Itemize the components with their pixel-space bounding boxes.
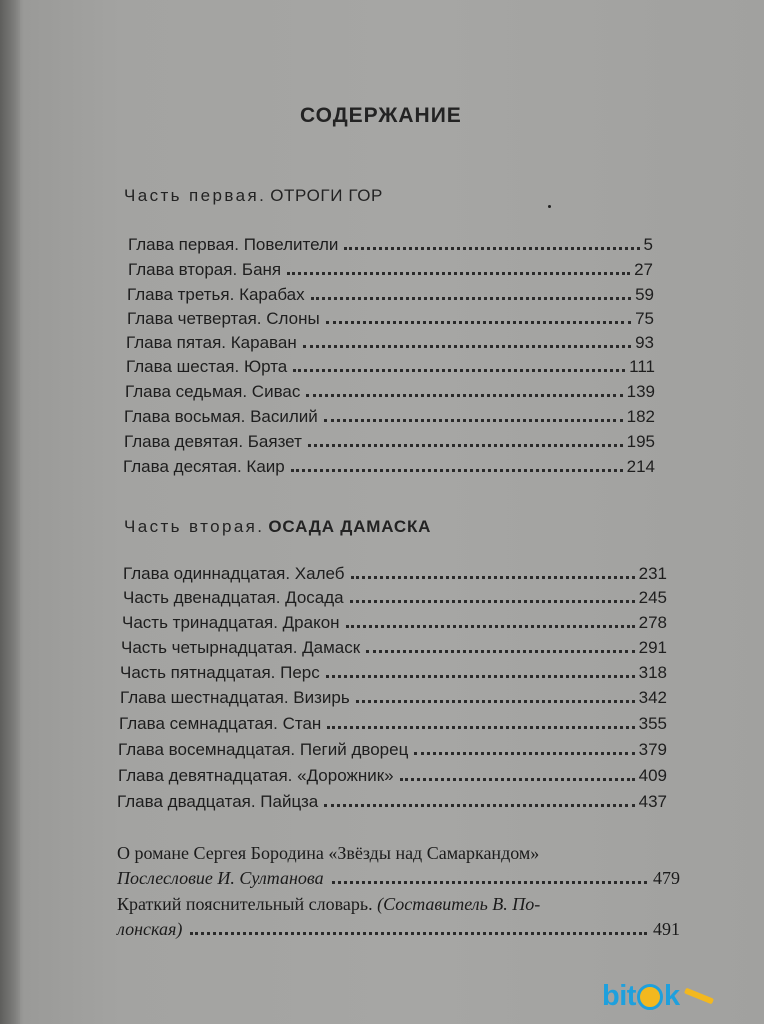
toc-entry[interactable] bbox=[127, 307, 654, 329]
toc-entry-label: Глава первая. Повелители bbox=[128, 235, 339, 254]
afterword-entry[interactable] bbox=[117, 868, 680, 889]
toc-entry-label: Глава вторая. Баня bbox=[128, 260, 282, 279]
toc-entry[interactable] bbox=[126, 355, 655, 377]
toc-entry-label: Глава седьмая. Сивас bbox=[125, 382, 301, 401]
part-two-name: ОСАДА ДАМАСКА bbox=[268, 517, 432, 536]
leader-dots bbox=[291, 469, 623, 472]
toc-entry-page: 278 bbox=[638, 613, 667, 632]
toc-entry-page: 182 bbox=[626, 407, 655, 426]
bitok-watermark-logo bbox=[602, 976, 762, 1016]
part-two-label: Часть вторая. bbox=[124, 517, 265, 536]
leader-dots bbox=[351, 576, 635, 579]
leader-dots bbox=[326, 321, 631, 324]
leader-dots bbox=[311, 297, 631, 300]
toc-entry-page: 27 bbox=[634, 260, 653, 279]
leader-dots bbox=[324, 419, 623, 422]
toc-entry-label: Глава пятая. Караван bbox=[126, 333, 297, 352]
part-one-label: Часть первая. bbox=[124, 186, 267, 205]
toc-entry[interactable] bbox=[123, 586, 667, 608]
leader-dots bbox=[350, 600, 635, 603]
toc-entry-label: Часть четырнадцатая. Дамаск bbox=[121, 638, 361, 657]
toc-entry[interactable] bbox=[127, 283, 654, 305]
toc-entry-page: 437 bbox=[638, 792, 667, 811]
toc-entry[interactable] bbox=[118, 764, 667, 786]
toc-entry[interactable] bbox=[120, 661, 667, 683]
toc-entry-page: 5 bbox=[643, 235, 653, 254]
toc-entry-page: 291 bbox=[638, 638, 667, 657]
toc-entry-label: Часть двенадцатая. Досада bbox=[123, 588, 344, 607]
leader-dots bbox=[326, 675, 635, 678]
leader-dots bbox=[293, 369, 625, 372]
leader-dots bbox=[344, 247, 639, 250]
toc-entry-label: Глава девятая. Баязет bbox=[124, 432, 302, 451]
toc-entry-page: 139 bbox=[626, 382, 655, 401]
print-speck bbox=[548, 205, 551, 208]
afterword-author: Послесловие И. Султанова bbox=[117, 868, 324, 888]
toc-entry[interactable] bbox=[128, 233, 653, 255]
glossary-entry[interactable] bbox=[117, 919, 680, 940]
toc-entry-label: Глава шестнадцатая. Визирь bbox=[120, 688, 350, 707]
glossary-compiler: (Составитель В. По- bbox=[377, 894, 541, 914]
toc-entry-label: Глава семнадцатая. Стан bbox=[119, 714, 322, 733]
toc-entry-label: Глава девятнадцатая. «Дорожник» bbox=[118, 766, 394, 785]
toc-entry-page: 245 bbox=[638, 588, 667, 607]
toc-entry-label: Часть пятнадцатая. Перс bbox=[120, 663, 320, 682]
leader-dots bbox=[287, 272, 630, 275]
coin-icon bbox=[637, 984, 663, 1010]
toc-entry[interactable] bbox=[126, 331, 654, 353]
toc-entry-page: 342 bbox=[638, 688, 667, 707]
toc-entry[interactable] bbox=[123, 455, 655, 477]
toc-entry[interactable] bbox=[123, 562, 667, 584]
afterword-page: 479 bbox=[653, 868, 680, 888]
toc-entry-page: 355 bbox=[638, 714, 667, 733]
book-gutter bbox=[0, 0, 20, 1024]
logo-text-end: k bbox=[663, 979, 680, 1012]
leader-dots bbox=[306, 394, 622, 397]
leader-dots bbox=[308, 444, 623, 447]
toc-entry[interactable] bbox=[128, 258, 653, 280]
leader-dots bbox=[324, 804, 634, 807]
glossary-title bbox=[117, 894, 540, 915]
toc-entry[interactable] bbox=[122, 611, 667, 633]
toc-entry-label: Часть тринадцатая. Дракон bbox=[122, 613, 340, 632]
toc-entry[interactable] bbox=[124, 430, 655, 452]
glossary-page: 491 bbox=[653, 919, 680, 939]
leader-dots bbox=[332, 881, 647, 884]
leader-dots bbox=[356, 700, 635, 703]
toc-entry-page: 59 bbox=[635, 285, 654, 304]
logo-text-start: bit bbox=[602, 979, 636, 1012]
toc-entry-label: Глава одиннадцатая. Халеб bbox=[123, 564, 345, 583]
toc-entry-label: Глава третья. Карабах bbox=[127, 285, 305, 304]
leader-dots bbox=[327, 726, 634, 729]
hammer-icon bbox=[684, 988, 714, 1005]
toc-entry-page: 409 bbox=[638, 766, 667, 785]
toc-entry-label: Глава четвертая. Слоны bbox=[127, 309, 320, 328]
part-two-heading bbox=[124, 517, 431, 537]
toc-entry-page: 379 bbox=[638, 740, 667, 759]
toc-entry-label: Глава шестая. Юрта bbox=[126, 357, 288, 376]
leader-dots bbox=[366, 650, 634, 653]
toc-entry-label: Глава двадцатая. Пайцза bbox=[117, 792, 319, 811]
toc-entry[interactable] bbox=[124, 405, 655, 427]
glossary-compiler-cont: лонская) bbox=[117, 919, 183, 939]
part-one-heading bbox=[124, 186, 383, 206]
contents-title: СОДЕРЖАНИЕ bbox=[300, 104, 462, 127]
toc-entry-label: Глава восемнадцатая. Пегий дворец bbox=[118, 740, 409, 759]
toc-entry-page: 318 bbox=[638, 663, 667, 682]
toc-entry-page: 111 bbox=[629, 357, 655, 376]
toc-entry[interactable] bbox=[119, 712, 667, 734]
toc-entry[interactable] bbox=[117, 790, 667, 812]
toc-entry-page: 195 bbox=[626, 432, 655, 451]
toc-entry[interactable] bbox=[121, 636, 667, 658]
toc-entry-label: Глава десятая. Каир bbox=[123, 457, 285, 476]
leader-dots bbox=[303, 345, 631, 348]
toc-entry[interactable] bbox=[120, 686, 667, 708]
toc-entry[interactable] bbox=[125, 380, 655, 402]
leader-dots bbox=[400, 778, 635, 781]
toc-entry[interactable] bbox=[118, 738, 667, 760]
toc-entry-page: 214 bbox=[626, 457, 655, 476]
toc-entry-page: 75 bbox=[635, 309, 654, 328]
leader-dots bbox=[414, 752, 634, 755]
leader-dots bbox=[190, 932, 647, 935]
toc-entry-page: 231 bbox=[638, 564, 667, 583]
afterword-title: О романе Сергея Бородина «Звёзды над Самаркандом» bbox=[117, 843, 540, 863]
toc-entry-page: 93 bbox=[635, 333, 654, 352]
glossary-title-main: Краткий пояснительный словарь. bbox=[117, 894, 373, 914]
toc-entry-label: Глава восьмая. Василий bbox=[124, 407, 318, 426]
part-one-name: ОТРОГИ ГОР bbox=[270, 186, 383, 205]
leader-dots bbox=[346, 625, 635, 628]
